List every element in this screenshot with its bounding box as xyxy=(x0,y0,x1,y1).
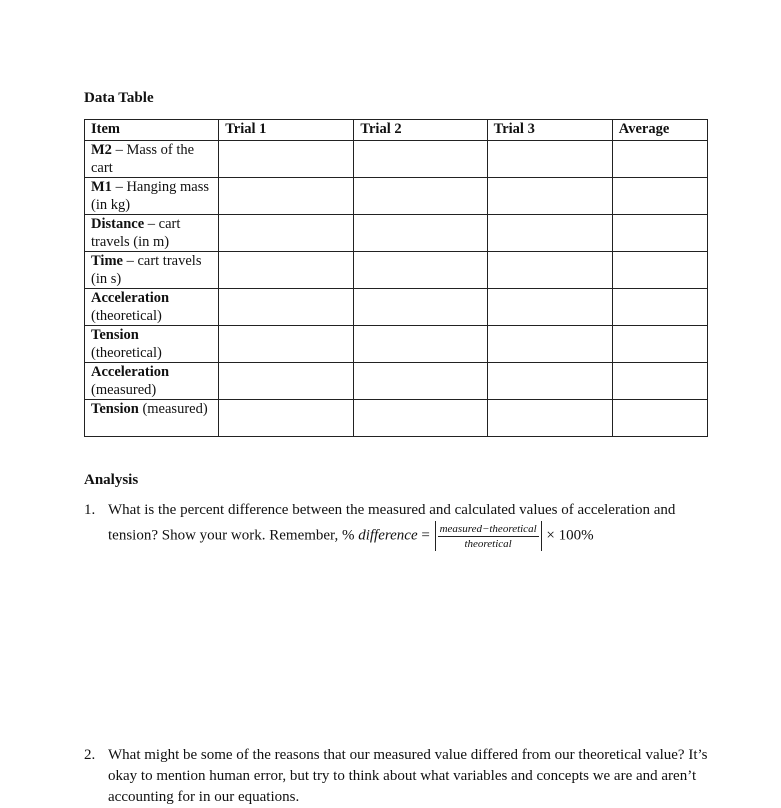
header-trial-3: Trial 3 xyxy=(487,120,612,141)
question-text: What might be some of the reasons that our measured value differed from our theoretical value? It’s okay to mention human error, but try to think about what variables and concepts we are and aren’t accounting for in our equations. xyxy=(108,747,708,805)
formula-equals: = xyxy=(417,527,434,544)
trial-1-cell[interactable] xyxy=(219,400,354,437)
header-average: Average xyxy=(612,120,707,141)
question-number: 1. xyxy=(84,502,96,518)
trial-1-cell[interactable] xyxy=(219,215,354,252)
row-label xyxy=(85,141,219,178)
trial-3-cell[interactable] xyxy=(487,400,612,437)
row-label-bold: Tension xyxy=(91,401,139,417)
table-row xyxy=(85,363,708,400)
row-label-rest: (measured) xyxy=(138,401,208,417)
trial-1-cell[interactable] xyxy=(219,363,354,400)
row-label-rest: – Hanging mass (in kg) xyxy=(91,179,209,213)
header-trial-2: Trial 2 xyxy=(354,120,487,141)
formula-denominator: theoretical xyxy=(464,537,512,550)
data-table xyxy=(84,119,708,437)
trial-3-cell[interactable] xyxy=(487,141,612,178)
row-label xyxy=(85,363,219,400)
header-trial-1: Trial 1 xyxy=(219,120,354,141)
abs-bar-right xyxy=(541,521,542,551)
average-cell[interactable] xyxy=(612,326,707,363)
row-label-bold: Distance xyxy=(91,216,145,232)
trial-3-cell[interactable] xyxy=(487,326,612,363)
row-label xyxy=(85,326,219,363)
trial-1-cell[interactable] xyxy=(219,289,354,326)
header-item: Item xyxy=(85,120,219,141)
table-row xyxy=(85,178,708,215)
row-label-bold: M1 xyxy=(91,179,112,195)
formula-fraction xyxy=(438,522,539,551)
row-label-rest: (theoretical) xyxy=(91,308,162,324)
table-header-row xyxy=(85,120,708,141)
question-text xyxy=(108,500,714,551)
row-label-rest: (theoretical) xyxy=(91,345,162,361)
analysis-title: Analysis xyxy=(84,472,139,488)
row-label-rest: – cart travels (in s) xyxy=(91,253,202,287)
table-row xyxy=(85,252,708,289)
question-1 xyxy=(84,500,714,551)
average-cell[interactable] xyxy=(612,215,707,252)
average-cell[interactable] xyxy=(612,363,707,400)
formula-variable: difference xyxy=(358,527,418,544)
trial-2-cell[interactable] xyxy=(354,215,487,252)
row-label-rest: – Mass of the cart xyxy=(91,142,195,176)
trial-2-cell[interactable] xyxy=(354,326,487,363)
question-body: What is the percent difference between the measured and calculated values of acceleration and tension? Show your work. Remember, % xyxy=(108,502,676,544)
trial-1-cell[interactable] xyxy=(219,252,354,289)
formula-suffix: × 100% xyxy=(542,527,594,544)
table-row xyxy=(85,215,708,252)
row-label xyxy=(85,252,219,289)
row-label xyxy=(85,178,219,215)
trial-1-cell[interactable] xyxy=(219,326,354,363)
trial-3-cell[interactable] xyxy=(487,252,612,289)
row-label-bold: Acceleration xyxy=(91,364,170,380)
trial-2-cell[interactable] xyxy=(354,178,487,215)
row-label-bold: M2 xyxy=(91,142,112,158)
table-title: Data Table xyxy=(84,90,154,106)
row-label xyxy=(85,400,219,437)
average-cell[interactable] xyxy=(612,289,707,326)
average-cell[interactable] xyxy=(612,141,707,178)
trial-3-cell[interactable] xyxy=(487,215,612,252)
row-label-rest: (measured) xyxy=(91,382,157,398)
trial-2-cell[interactable] xyxy=(354,400,487,437)
trial-3-cell[interactable] xyxy=(487,363,612,400)
average-cell[interactable] xyxy=(612,400,707,437)
table-row xyxy=(85,289,708,326)
trial-2-cell[interactable] xyxy=(354,252,487,289)
trial-3-cell[interactable] xyxy=(487,289,612,326)
trial-3-cell[interactable] xyxy=(487,178,612,215)
trial-2-cell[interactable] xyxy=(354,289,487,326)
trial-2-cell[interactable] xyxy=(354,141,487,178)
table-row xyxy=(85,326,708,363)
table-row xyxy=(85,400,708,437)
trial-2-cell[interactable] xyxy=(354,363,487,400)
formula-numerator: measured−theoretical xyxy=(439,522,537,535)
average-cell[interactable] xyxy=(612,252,707,289)
row-label-bold: Acceleration xyxy=(91,290,170,306)
abs-bar-left xyxy=(435,521,436,551)
row-label xyxy=(85,215,219,252)
table-row xyxy=(85,141,708,178)
question-2 xyxy=(84,745,714,808)
trial-1-cell[interactable] xyxy=(219,178,354,215)
question-number: 2. xyxy=(84,747,96,763)
average-cell[interactable] xyxy=(612,178,707,215)
trial-1-cell[interactable] xyxy=(219,141,354,178)
row-label-rest: – cart travels (in m) xyxy=(91,216,181,250)
row-label xyxy=(85,289,219,326)
row-label-bold: Tension xyxy=(91,327,139,343)
row-label-bold: Time xyxy=(91,253,123,269)
